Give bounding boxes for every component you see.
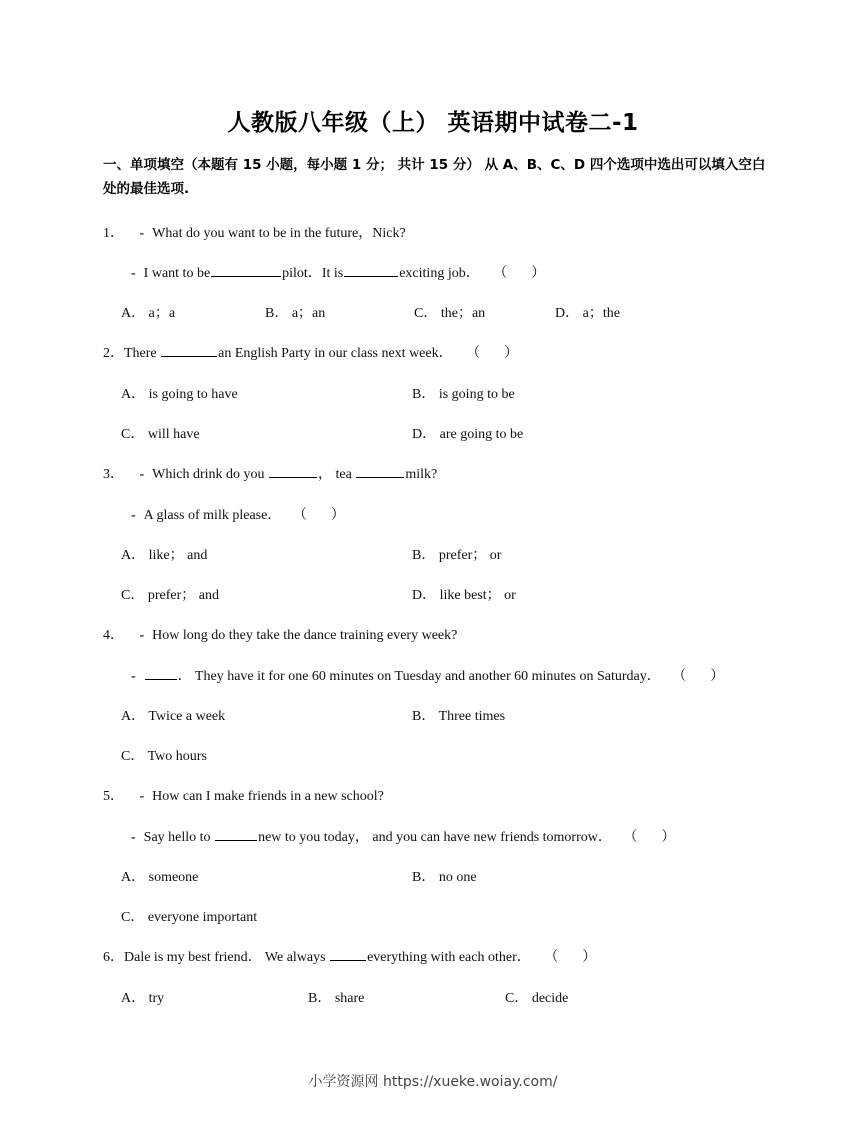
dash-icon: - [131, 830, 136, 845]
option-b[interactable]: B． a；an [265, 306, 326, 321]
answer-blank[interactable] [344, 264, 398, 277]
question-text: Dale is my best friend． We always [124, 950, 326, 965]
question-number: 2． [103, 346, 124, 361]
answer-bracket[interactable]: （ ） [292, 508, 345, 523]
option-b[interactable]: B． no one [412, 870, 477, 885]
answer-text: ． [177, 669, 192, 684]
option-a[interactable]: A． Twice a week [121, 709, 226, 724]
dash-icon: - [131, 669, 136, 684]
answer-blank[interactable] [356, 465, 404, 478]
answer-blank[interactable] [211, 264, 281, 277]
question-1-line1 [103, 222, 406, 242]
option-a[interactable]: A． try [121, 991, 165, 1006]
option-a[interactable]: A． is going to have [121, 387, 238, 402]
option-c[interactable]: C． will have [121, 427, 200, 442]
dash-icon: - [131, 508, 136, 523]
page-title: 人教版八年级（上） 英语期中试卷二-1 [227, 110, 639, 136]
option-c[interactable]: C． prefer； and [121, 588, 219, 603]
answer-text: They have it for one 60 minutes on Tuesday and another 60 minutes on Saturday． [194, 669, 661, 684]
question-text: ， tea [318, 467, 352, 482]
answer-bracket[interactable]: （ ） [544, 950, 597, 965]
option-c[interactable]: C． Two hours [121, 749, 207, 764]
answer-blank[interactable] [161, 344, 217, 357]
answer-blank[interactable] [145, 667, 177, 680]
answer-text: new to you today， and you can have new friends tomorrow． [258, 830, 612, 845]
answer-text: Say hello to [143, 830, 211, 845]
question-text: What do you want to be in the future，Nick? [152, 226, 406, 241]
option-c[interactable]: C． the；an [414, 306, 486, 321]
question-text: Which drink do you [152, 467, 265, 482]
question-text: How can I make friends in a new school? [152, 789, 384, 804]
question-text: an English Party in our class next week． [218, 346, 453, 361]
dash-icon: - [139, 628, 145, 643]
option-b[interactable]: B． is going to be [412, 387, 515, 402]
question-5-line1 [103, 785, 384, 805]
question-number: 3． [103, 467, 124, 482]
question-number: 6． [103, 950, 124, 965]
option-b[interactable]: B． prefer； or [412, 548, 502, 563]
option-a[interactable]: A． like； and [121, 548, 208, 563]
question-text: milk? [405, 467, 438, 482]
question-6-line1 [103, 946, 596, 966]
option-a[interactable]: A． a；a [121, 306, 176, 321]
answer-blank[interactable] [330, 948, 366, 961]
answer-bracket[interactable]: （ ） [466, 346, 519, 361]
question-1-line2 [131, 262, 545, 282]
option-d[interactable]: D． like best； or [412, 588, 516, 603]
question-2-line1 [103, 342, 518, 362]
answer-bracket[interactable]: （ ） [623, 830, 676, 845]
answer-bracket[interactable]: （ ） [493, 266, 546, 281]
question-text: How long do they take the dance training every week? [152, 628, 458, 643]
footer-watermark: 小学资源网 https://xueke.woiay.com/ [308, 1074, 558, 1090]
question-text: There [124, 346, 157, 361]
question-4-line1 [103, 624, 457, 644]
option-b[interactable]: B． Three times [412, 709, 506, 724]
answer-text: pilot．It is [282, 266, 344, 281]
dash-icon: - [139, 226, 145, 241]
option-c[interactable]: C． decide [505, 991, 569, 1006]
question-text: everything with each other． [367, 950, 531, 965]
dash-icon: - [139, 467, 145, 482]
dash-icon: - [139, 789, 145, 804]
option-a[interactable]: A． someone [121, 870, 199, 885]
question-number: 5． [103, 789, 124, 804]
option-d[interactable]: D． a；the [555, 306, 620, 321]
dash-icon: - [131, 266, 136, 281]
answer-text: exciting job． [399, 266, 480, 281]
answer-text: I want to be [143, 266, 211, 281]
option-d[interactable]: D． are going to be [412, 427, 524, 442]
answer-blank[interactable] [269, 465, 317, 478]
question-5-line2 [131, 826, 675, 846]
answer-text: A glass of milk please． [143, 508, 282, 523]
option-b[interactable]: B． share [308, 991, 365, 1006]
question-3-line2 [131, 504, 345, 524]
section-instructions: 一、单项填空（本题有 15 小题，每小题 1 分； 共计 15 分） 从 A、B、C、D 四个选项中选出可以填入空白处的最佳选项. [103, 157, 766, 197]
question-3-line1 [103, 463, 437, 483]
question-number: 4． [103, 628, 124, 643]
question-number: 1． [103, 226, 124, 241]
question-4-line2 [131, 665, 724, 685]
answer-blank[interactable] [215, 828, 257, 841]
option-c[interactable]: C． everyone important [121, 910, 258, 925]
answer-bracket[interactable]: （ ） [672, 669, 725, 684]
